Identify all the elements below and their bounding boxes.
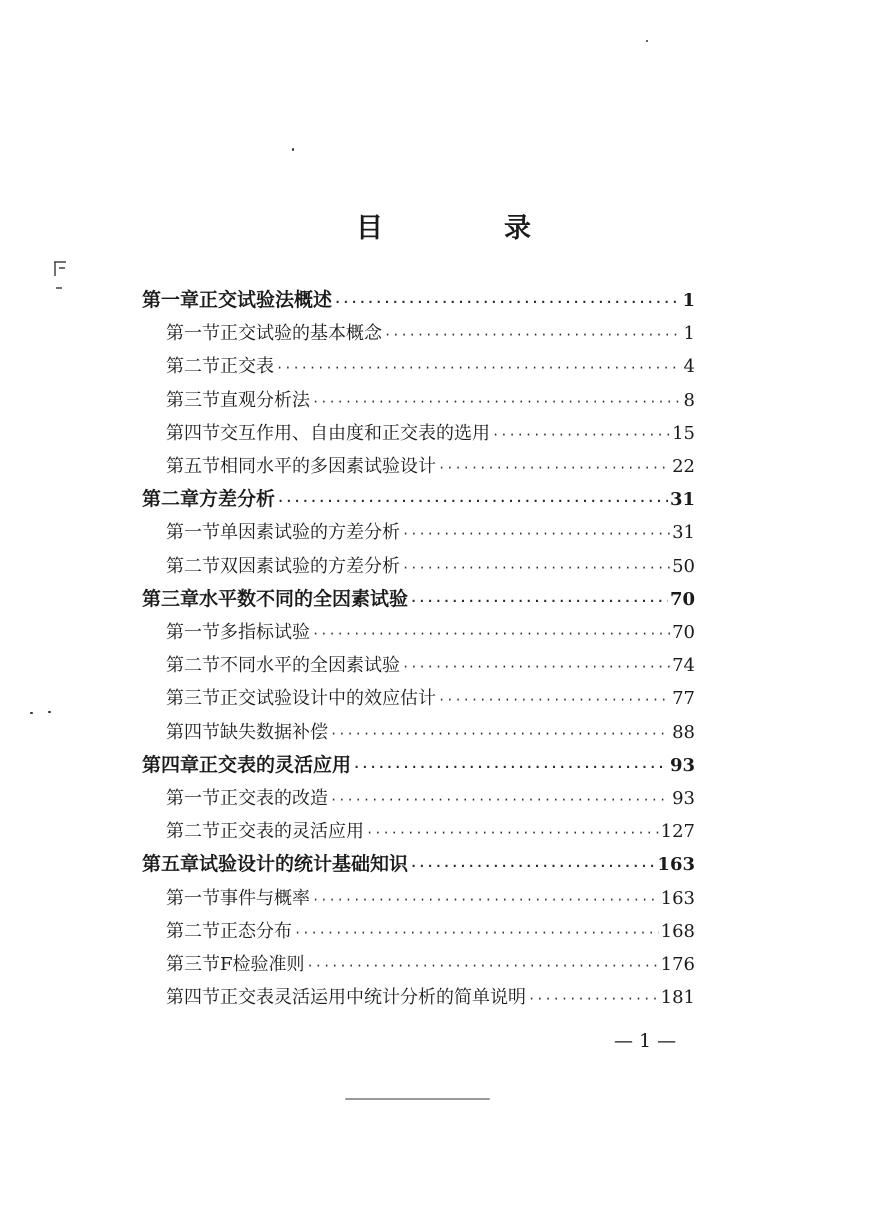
margin-mark-scan — [52, 258, 72, 302]
page-number: 8 — [683, 389, 695, 411]
section-number: 第三节 — [166, 389, 220, 411]
section-number: 第二节 — [166, 920, 220, 942]
toc-section-entry — [166, 516, 695, 549]
section-number: 第四节 — [166, 721, 220, 743]
section-title: 相同水平的多因素试验设计 — [220, 456, 436, 477]
dot-leader — [353, 751, 668, 784]
section-number: 第五节 — [166, 456, 220, 477]
toc-chapter-entry — [142, 749, 695, 782]
chapter-title: 正交试验法概述 — [199, 289, 333, 311]
title-char-2: 录 — [504, 213, 531, 244]
toc-section-entry — [166, 350, 695, 383]
chapter-title: 试验设计的统计基础知识 — [199, 853, 409, 876]
section-title: F检验准则 — [220, 954, 305, 975]
section-title: 直观分析法 — [220, 389, 310, 411]
page-number: 168 — [660, 920, 695, 942]
toc-section-entry — [166, 815, 695, 848]
dot-leader — [277, 485, 668, 518]
toc-section-entry — [166, 882, 695, 915]
toc-chapter-entry — [142, 284, 695, 317]
toc-section-entry — [166, 550, 695, 583]
page-number: 93 — [672, 788, 695, 809]
toc-section-entry — [166, 417, 695, 450]
dot-leader — [410, 585, 668, 618]
page-number: 50 — [672, 555, 695, 577]
dot-leader — [276, 352, 682, 385]
section-number: 第二节 — [166, 356, 220, 378]
page-number: 70 — [669, 588, 695, 610]
page-number: 127 — [660, 821, 695, 843]
toc-section-entry — [166, 915, 695, 948]
toc-section-entry — [166, 616, 695, 649]
chapter-number: 第五章 — [142, 853, 200, 876]
toc-section-entry — [166, 384, 695, 417]
chapter-number: 第一章 — [142, 289, 200, 311]
dot-leader — [330, 718, 670, 751]
scan-speck — [48, 711, 51, 713]
dot-leader — [294, 917, 659, 950]
section-title: 双因素试验的方差分析 — [220, 555, 400, 577]
dot-leader — [312, 884, 659, 917]
section-number: 第二节 — [166, 655, 220, 677]
dot-leader — [410, 850, 655, 883]
section-title: 事件与概率 — [220, 887, 310, 909]
section-title: 交互作用、自由度和正交表的选用 — [220, 422, 490, 444]
chapter-number: 第二章 — [142, 488, 200, 511]
chapter-number: 第四章 — [142, 753, 200, 776]
toc-section-entry — [166, 981, 695, 1014]
section-title: 正交试验设计中的效应估计 — [220, 688, 436, 710]
toc-section-entry — [166, 682, 695, 715]
page-number: 181 — [660, 987, 695, 1009]
toc-section-entry — [166, 450, 695, 483]
toc-section-entry — [166, 948, 695, 981]
dot-leader — [528, 983, 659, 1016]
page-number: 70 — [672, 622, 695, 643]
page-number: 15 — [672, 422, 695, 444]
toc-section-entry — [166, 782, 695, 815]
page-number: 22 — [672, 456, 695, 477]
section-number: 第四节 — [166, 422, 220, 444]
scan-edge-mark — [345, 1098, 490, 1100]
chapter-title: 水平数不同的全因素试验 — [199, 587, 409, 610]
scan-speck — [30, 712, 33, 714]
section-title: 单因素试验的方差分析 — [220, 522, 400, 544]
section-title: 缺失数据补偿 — [220, 721, 328, 743]
section-title: 正交表的灵活应用 — [220, 821, 364, 843]
page-number: 93 — [669, 754, 695, 776]
dot-leader — [492, 419, 670, 452]
section-number: 第一节 — [166, 522, 220, 544]
dot-leader — [402, 552, 670, 585]
dot-leader — [402, 651, 670, 684]
page-number: 4 — [683, 356, 695, 378]
section-number: 第四节 — [166, 987, 220, 1009]
section-title: 不同水平的全因素试验 — [220, 655, 400, 677]
dot-leader — [307, 950, 659, 983]
dot-leader — [312, 386, 682, 419]
page-number: 77 — [672, 688, 695, 710]
dot-leader — [402, 518, 670, 551]
scan-speck — [646, 40, 648, 42]
scan-artifact-icon — [52, 258, 72, 298]
section-number: 第二节 — [166, 821, 220, 843]
title-char-1: 目 — [356, 213, 383, 244]
page-number: 163 — [657, 854, 695, 876]
page-number: 163 — [660, 887, 695, 909]
section-title: 正交表 — [220, 356, 274, 378]
chapter-title: 正交表的灵活应用 — [199, 753, 352, 776]
dot-leader — [384, 319, 682, 352]
section-number: 第一节 — [166, 788, 220, 809]
section-title: 正交表的改造 — [220, 788, 328, 809]
section-title: 正态分布 — [220, 920, 292, 942]
page-title — [356, 206, 531, 245]
chapter-title: 方差分析 — [199, 488, 276, 511]
page-number: 74 — [672, 655, 695, 677]
section-title: 正交试验的基本概念 — [220, 323, 382, 345]
section-number: 第三节 — [166, 954, 220, 975]
page-number: 31 — [672, 522, 695, 544]
dot-leader — [334, 286, 680, 319]
section-number: 第三节 — [166, 688, 220, 710]
dot-leader — [438, 452, 670, 485]
page-number: 31 — [669, 489, 695, 511]
section-number: 第一节 — [166, 622, 220, 643]
toc-chapter-entry — [142, 848, 695, 881]
page-number: 1 — [683, 323, 695, 345]
section-title: 正交表灵活运用中统计分析的简单说明 — [220, 987, 526, 1009]
page-number: 1 — [682, 290, 695, 311]
section-number: 第二节 — [166, 555, 220, 577]
dot-leader — [366, 817, 659, 850]
page-number-footer: — 1 — — [614, 1030, 677, 1052]
toc-section-entry — [166, 716, 695, 749]
section-title: 多指标试验 — [220, 622, 310, 643]
section-number: 第一节 — [166, 887, 220, 909]
dot-leader — [330, 784, 670, 817]
scan-speck — [292, 148, 294, 151]
toc-section-entry — [166, 649, 695, 682]
page-number: 88 — [672, 721, 695, 743]
toc-chapter-entry — [142, 583, 695, 616]
page-number: 176 — [660, 954, 695, 975]
toc-chapter-entry — [142, 483, 695, 516]
section-number: 第一节 — [166, 323, 220, 345]
dot-leader — [438, 684, 670, 717]
dot-leader — [312, 618, 670, 651]
toc-section-entry — [166, 317, 695, 350]
chapter-number: 第三章 — [142, 587, 200, 610]
